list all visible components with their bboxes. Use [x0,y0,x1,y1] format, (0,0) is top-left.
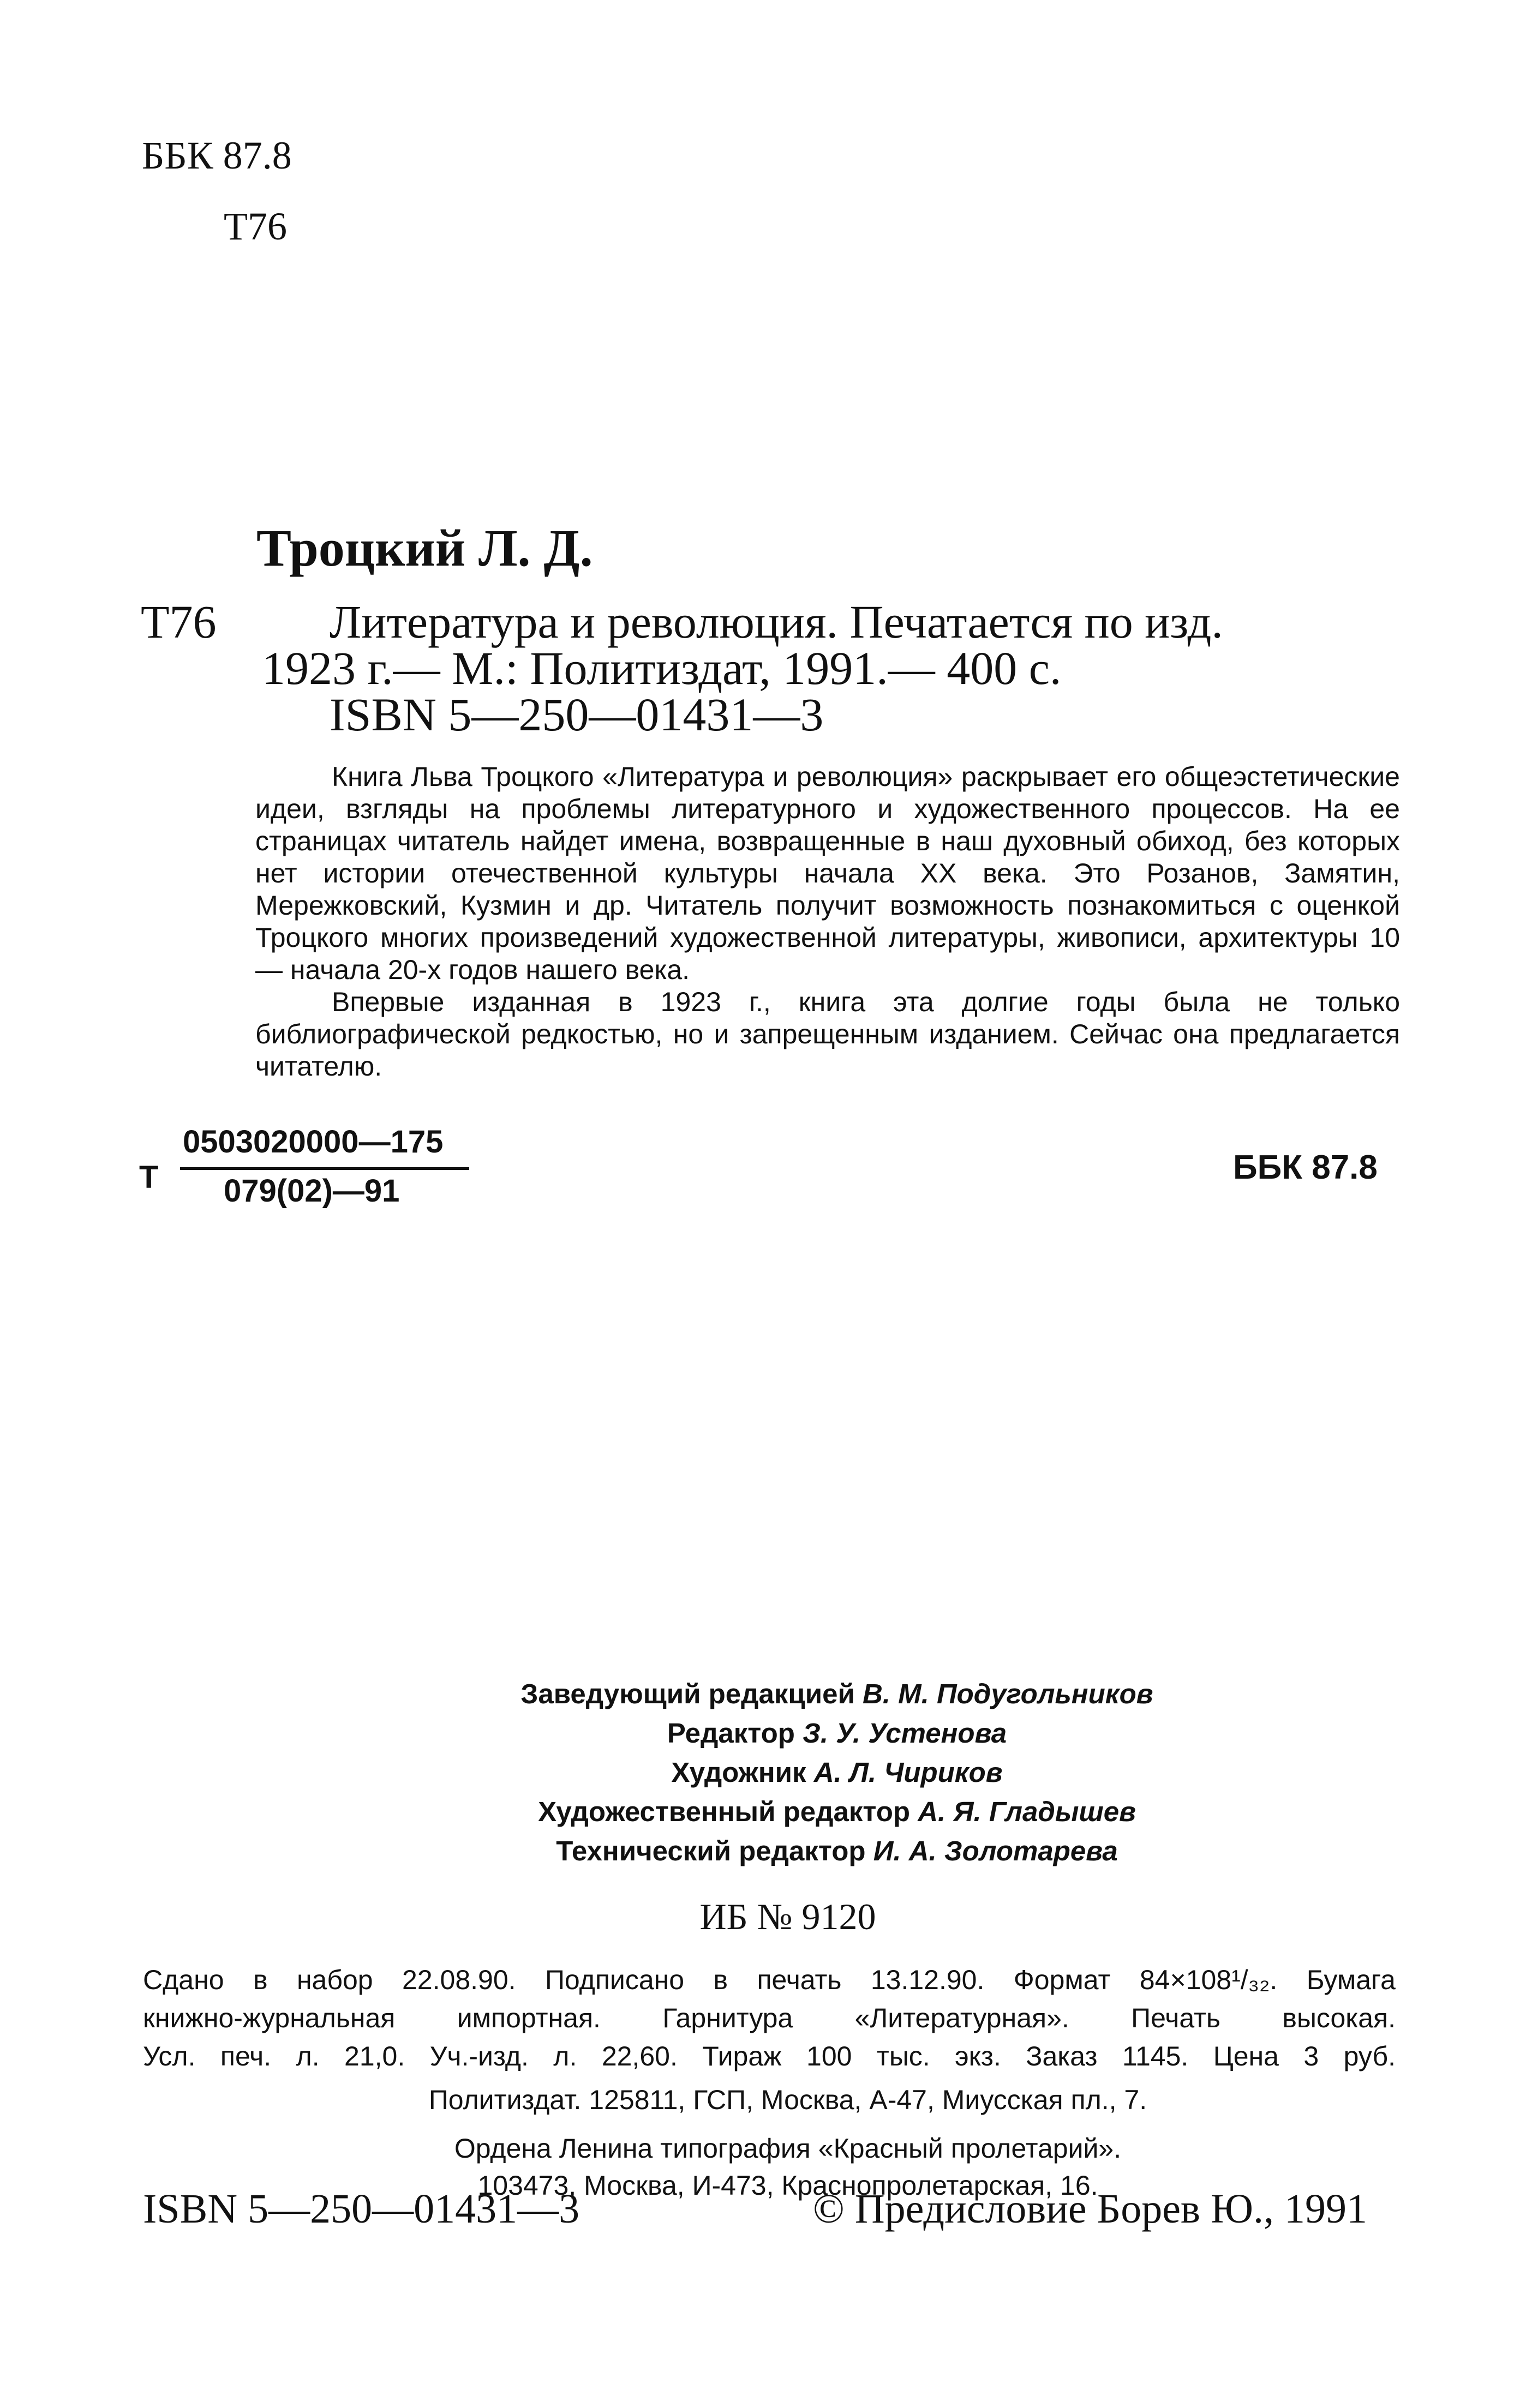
bibliographic-line-1: Литература и революция. Печатается по изд. [330,596,1223,648]
catalog-numerator: 0503020000—175 [183,1124,444,1160]
publishing-info-line: Сдано в набор 22.08.90. Подписано в печать 13.12.90. Формат 84×108¹/₃₂. Бумага [143,1965,1396,1995]
printing-house-line: Ордена Ленина типография «Красный пролетарий». [454,2133,1122,2164]
credit-person: И. А. Золотарева [873,1835,1118,1866]
credit-line [0,1831,1532,1871]
publishing-info-line: книжно-журнальная импортная. Гарнитура «Литературная». Печать высокая. [143,2003,1396,2033]
isbn-line: ISBN 5—250—01431—3 [330,688,824,741]
credits-block [0,1674,1532,1871]
credit-line [0,1714,1532,1753]
credit-role: Художественный редактор [538,1796,911,1827]
ib-number: ИБ № 9120 [699,1896,876,1937]
publisher-address: Политиздат. 125811, ГСП, Москва, А-47, Миусская пл., 7. [428,2085,1147,2115]
credit-role: Заведующий редакцией [520,1678,855,1709]
credit-person: В. М. Подугольников [862,1678,1153,1709]
fraction-bar [180,1167,469,1170]
credit-person: З. У. Устенова [803,1718,1007,1749]
credit-person: А. Л. Чириков [813,1757,1003,1788]
publishing-info [143,1961,1396,2075]
bibliographic-line-2: 1923 г.— М.: Политиздат, 1991.— 400 с. [262,642,1062,694]
footer-isbn: ISBN 5—250—01431—3 [143,2186,580,2232]
copyright-notice: © Предисловие Борев Ю., 1991 [813,2186,1368,2232]
credit-role: Редактор [667,1718,795,1749]
annotation-paragraph: Впервые изданная в 1923 г., книга эта долгие годы была не только библиографической редкостью, но и запрещенным изданием. Сейчас она предлагается читателю. [255,987,1400,1082]
catalog-denominator: 079(02)—91 [224,1173,400,1209]
annotation [255,761,1400,1083]
author-name: Троцкий Л. Д. [256,519,593,577]
publishing-info-line: Усл. печ. л. 21,0. Уч.-изд. л. 22,60. Тираж 100 тыс. экз. Заказ 1145. Цена 3 руб. [143,2041,1396,2071]
catalog-code: Т76 [141,596,217,648]
catalog-letter: Т [139,1160,159,1195]
credit-line [0,1674,1532,1714]
credit-person: А. Я. Гладышев [918,1796,1136,1827]
bbk-label: ББК 87.8 [142,134,292,177]
catalog-bbk: ББК 87.8 [1233,1149,1378,1186]
bbk-code: Т76 [224,205,287,248]
printing-house-line: 103473, Москва, И-473, Краснопролетарская, 16. [477,2170,1098,2201]
credit-line [0,1792,1532,1831]
annotation-paragraph: Книга Льва Троцкого «Литература и революция» раскрывает его общеэстетические идеи, взгляды на проблемы литературного и художественного процессов. На ее страницах читатель найдет имена, возвращенные в наш духовный обиход, без которых нет истории отечественной культуры начала XX века. Это Розанов, Замятин, Мережковский, Кузмин и др. Читатель получит возможность познакомиться с оценкой Троцкого многих произведений художественной литературы, живописи, архитектуры 10 — начала 20-х годов нашего века. [255,761,1400,985]
credit-role: Технический редактор [556,1835,866,1866]
credit-role: Художник [671,1757,806,1788]
credit-line [0,1753,1532,1792]
